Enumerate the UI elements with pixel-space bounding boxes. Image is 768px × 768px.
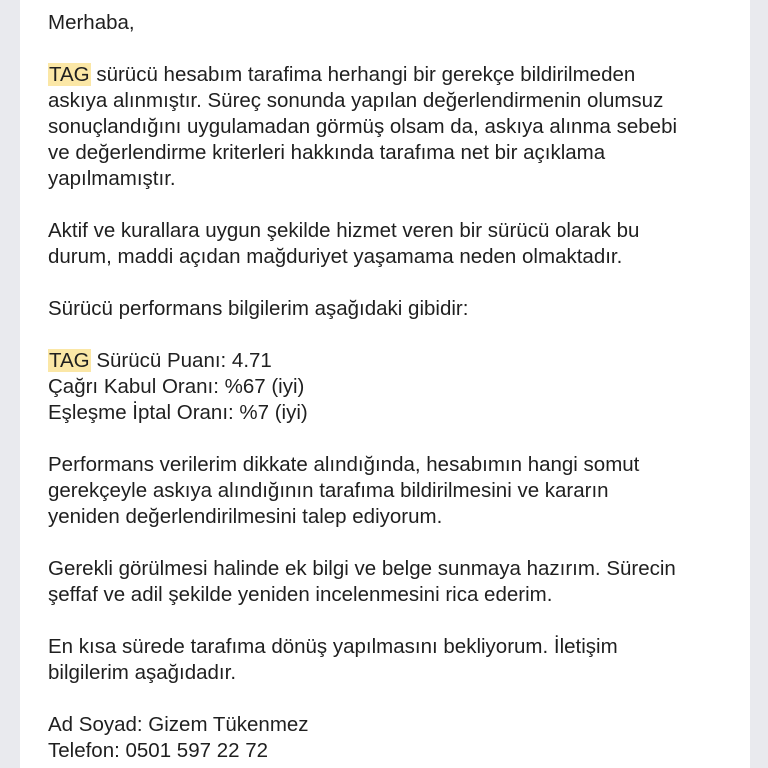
paragraph-line: yeniden değerlendirilmesini talep ediyorum.: [48, 505, 443, 528]
paragraph-line: yapılmamıştır.: [48, 167, 176, 190]
contact-name: Ad Soyad: Gizem Tükenmez: [48, 713, 309, 736]
performance-cancellation: Eşleşme İptal Oranı: %7 (iyi): [48, 401, 308, 424]
email-body-panel: [20, 0, 750, 768]
paragraph-line: Sürücü performans bilgilerim aşağıdaki gibidir:: [48, 297, 469, 320]
greeting-text: Merhaba,: [48, 11, 135, 34]
paragraph-line: Gerekli görülmesi halinde ek bilgi ve belge sunmaya hazırım. Sürecin: [48, 557, 676, 580]
paragraph-line: Performans verilerim dikkate alındığında, hesabımın hangi somut: [48, 453, 640, 476]
paragraph-documents: [48, 556, 738, 608]
paragraph-line: gerekçeyle askıya alındığının tarafıma bildirilmesini ve kararın: [48, 479, 609, 502]
performance-score: [48, 348, 738, 374]
paragraph-line: ve değerlendirme kriterleri hakkında tarafıma net bir açıklama: [48, 141, 606, 164]
paragraph-line: şeffaf ve adil şekilde yeniden incelenmesini rica ederim.: [48, 583, 553, 606]
highlighted-term: TAG: [49, 349, 90, 372]
paragraph-request: [48, 452, 738, 530]
paragraph-performance-intro: [48, 296, 738, 322]
greeting: [48, 10, 738, 36]
paragraph-line: askıya alınmıştır. Süreç sonunda yapılan değerlendirmenin olumsuz: [48, 89, 664, 112]
paragraph-suspension: [48, 62, 738, 192]
email-content: [48, 10, 738, 768]
paragraph-line: Aktif ve kurallara uygun şekilde hizmet veren bir sürücü olarak bu: [48, 219, 640, 242]
paragraph-line: sonuçlandığını uygulamadan görmüş olsam da, askıya alınma sebebi: [48, 115, 678, 138]
paragraph-grievance: [48, 218, 738, 270]
paragraph-line: durum, maddi açıdan mağduriyet yaşamama neden olmaktadır.: [48, 245, 623, 268]
score-text: Sürücü Puanı: 4.71: [90, 349, 272, 372]
paragraph-line: bilgilerim aşağıdadır.: [48, 661, 237, 684]
paragraph-line: [48, 62, 738, 88]
contact-info: [48, 712, 738, 764]
paragraph-closing: [48, 634, 738, 686]
contact-phone: Telefon: 0501 597 22 72: [48, 739, 268, 762]
performance-acceptance: Çağrı Kabul Oranı: %67 (iyi): [48, 375, 305, 398]
performance-list: [48, 348, 738, 426]
highlighted-term: TAG: [49, 63, 90, 86]
line-text: sürücü hesabım tarafima herhangi bir gerekçe bildirilmeden: [90, 63, 636, 86]
paragraph-line: En kısa sürede tarafıma dönüş yapılmasını bekliyorum. İletişim: [48, 635, 618, 658]
